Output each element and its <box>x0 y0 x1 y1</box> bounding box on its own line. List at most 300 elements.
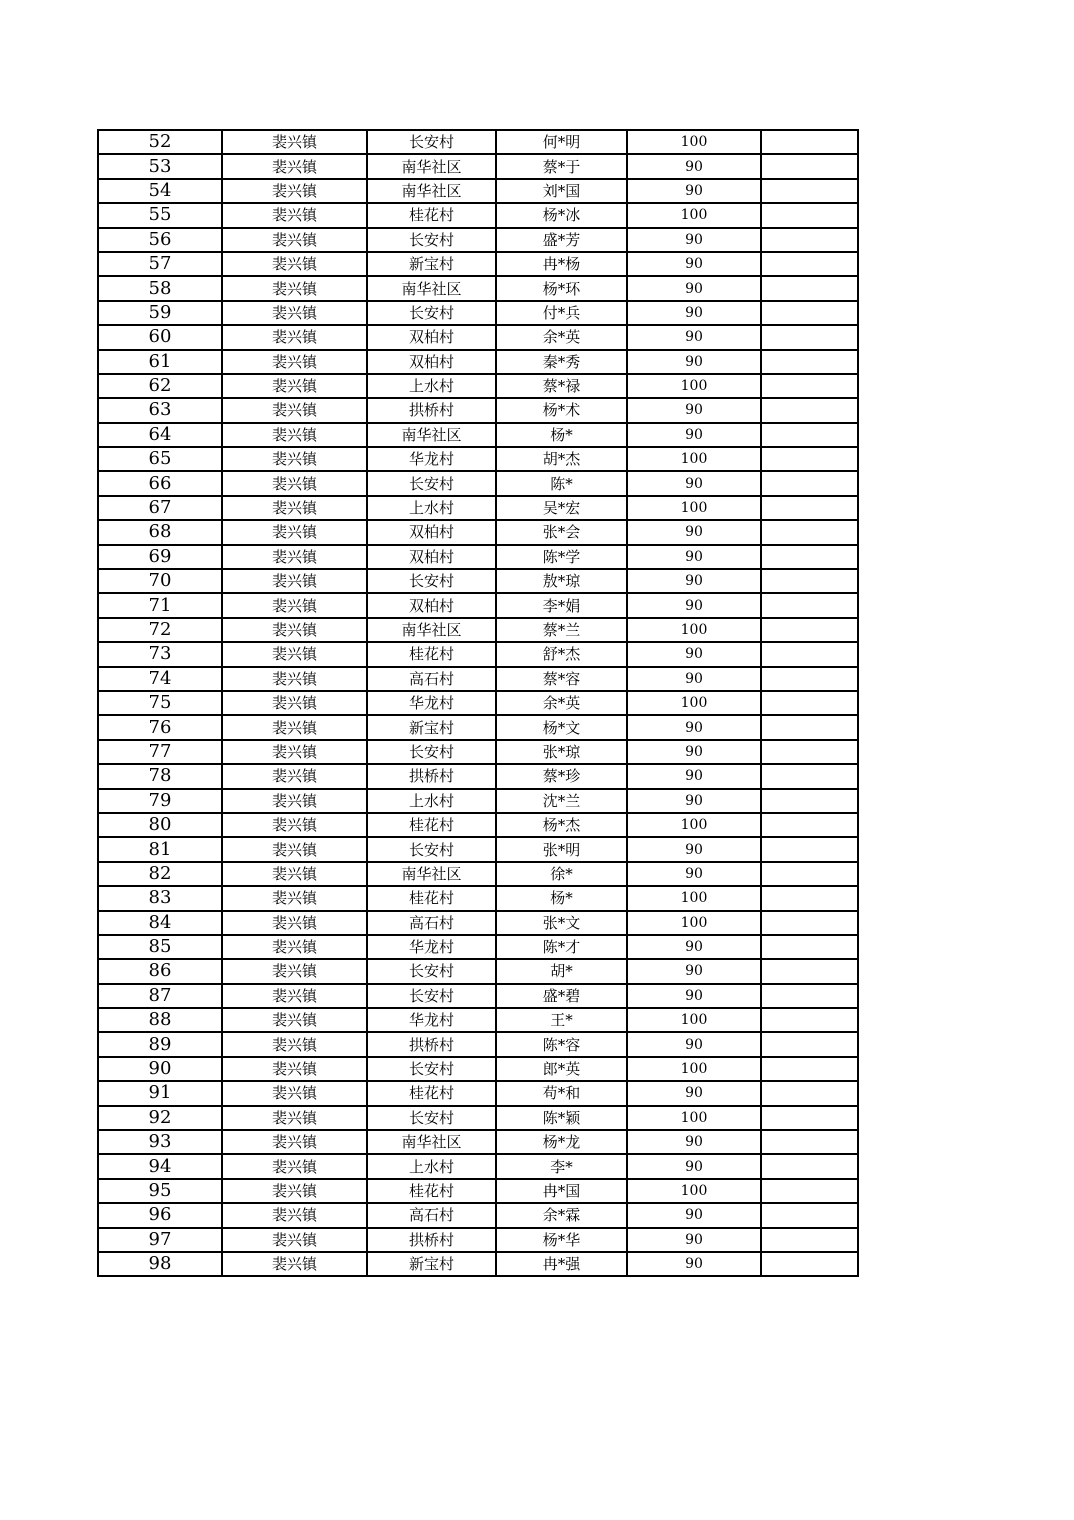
person-name-cell: 张*明 <box>496 837 627 861</box>
row-number-cell: 97 <box>98 1228 222 1252</box>
town-cell: 裴兴镇 <box>222 618 367 642</box>
amount-cell: 90 <box>627 935 761 959</box>
town-cell: 裴兴镇 <box>222 301 367 325</box>
amount-cell: 90 <box>627 862 761 886</box>
table-row <box>98 862 858 886</box>
town-cell: 裴兴镇 <box>222 935 367 959</box>
row-number-cell: 85 <box>98 935 222 959</box>
town-cell: 裴兴镇 <box>222 911 367 935</box>
village-cell: 高石村 <box>367 911 496 935</box>
note-cell <box>761 1057 858 1081</box>
person-name-cell: 李*娟 <box>496 593 627 617</box>
person-name-cell: 杨*文 <box>496 715 627 739</box>
table-row <box>98 1106 858 1130</box>
note-cell <box>761 252 858 276</box>
person-name-cell: 秦*秀 <box>496 350 627 374</box>
note-cell <box>761 1252 858 1276</box>
person-name-cell: 蔡*兰 <box>496 618 627 642</box>
table-row <box>98 252 858 276</box>
town-cell: 裴兴镇 <box>222 398 367 422</box>
village-cell: 长安村 <box>367 959 496 983</box>
village-cell: 上水村 <box>367 1154 496 1178</box>
amount-cell: 90 <box>627 740 761 764</box>
note-cell <box>761 276 858 300</box>
town-cell: 裴兴镇 <box>222 813 367 837</box>
town-cell: 裴兴镇 <box>222 228 367 252</box>
amount-cell: 90 <box>627 228 761 252</box>
row-number-cell: 62 <box>98 374 222 398</box>
row-number-cell: 81 <box>98 837 222 861</box>
table-row <box>98 398 858 422</box>
note-cell <box>761 1032 858 1056</box>
village-cell: 长安村 <box>367 471 496 495</box>
note-cell <box>761 520 858 544</box>
amount-cell: 90 <box>627 423 761 447</box>
table-row <box>98 545 858 569</box>
person-name-cell: 杨*杰 <box>496 813 627 837</box>
amount-cell: 90 <box>627 1252 761 1276</box>
village-cell: 华龙村 <box>367 935 496 959</box>
row-number-cell: 89 <box>98 1032 222 1056</box>
amount-cell: 100 <box>627 691 761 715</box>
note-cell <box>761 545 858 569</box>
amount-cell: 90 <box>627 1081 761 1105</box>
village-cell: 上水村 <box>367 496 496 520</box>
town-cell: 裴兴镇 <box>222 1057 367 1081</box>
amount-cell: 100 <box>627 1179 761 1203</box>
amount-cell: 90 <box>627 301 761 325</box>
person-name-cell: 盛*碧 <box>496 984 627 1008</box>
note-cell <box>761 1130 858 1154</box>
amount-cell: 90 <box>627 325 761 349</box>
person-name-cell: 陈* <box>496 471 627 495</box>
amount-cell: 100 <box>627 447 761 471</box>
person-name-cell: 杨* <box>496 423 627 447</box>
person-name-cell: 冉*杨 <box>496 252 627 276</box>
table-row <box>98 1203 858 1227</box>
person-name-cell: 付*兵 <box>496 301 627 325</box>
table-row <box>98 642 858 666</box>
table-row <box>98 1008 858 1032</box>
table-row <box>98 789 858 813</box>
note-cell <box>761 179 858 203</box>
table-row <box>98 423 858 447</box>
row-number-cell: 57 <box>98 252 222 276</box>
amount-cell: 100 <box>627 618 761 642</box>
village-cell: 双柏村 <box>367 545 496 569</box>
person-name-cell: 余*英 <box>496 691 627 715</box>
row-number-cell: 93 <box>98 1130 222 1154</box>
table-row <box>98 447 858 471</box>
row-number-cell: 86 <box>98 959 222 983</box>
town-cell: 裴兴镇 <box>222 715 367 739</box>
amount-cell: 90 <box>627 1154 761 1178</box>
amount-cell: 90 <box>627 179 761 203</box>
town-cell: 裴兴镇 <box>222 642 367 666</box>
amount-cell: 100 <box>627 130 761 154</box>
table-row <box>98 228 858 252</box>
note-cell <box>761 593 858 617</box>
town-cell: 裴兴镇 <box>222 691 367 715</box>
amount-cell: 100 <box>627 813 761 837</box>
town-cell: 裴兴镇 <box>222 1106 367 1130</box>
note-cell <box>761 837 858 861</box>
town-cell: 裴兴镇 <box>222 130 367 154</box>
note-cell <box>761 959 858 983</box>
amount-cell: 90 <box>627 1130 761 1154</box>
table-row <box>98 301 858 325</box>
row-number-cell: 67 <box>98 496 222 520</box>
table-row <box>98 959 858 983</box>
village-cell: 拱桥村 <box>367 764 496 788</box>
village-cell: 拱桥村 <box>367 1032 496 1056</box>
person-name-cell: 杨*环 <box>496 276 627 300</box>
village-cell: 高石村 <box>367 1203 496 1227</box>
town-cell: 裴兴镇 <box>222 886 367 910</box>
village-cell: 长安村 <box>367 569 496 593</box>
person-name-cell: 蔡*于 <box>496 154 627 178</box>
row-number-cell: 52 <box>98 130 222 154</box>
note-cell <box>761 667 858 691</box>
town-cell: 裴兴镇 <box>222 545 367 569</box>
amount-cell: 90 <box>627 984 761 1008</box>
table-row <box>98 374 858 398</box>
table-row <box>98 1252 858 1276</box>
person-name-cell: 苟*和 <box>496 1081 627 1105</box>
row-number-cell: 87 <box>98 984 222 1008</box>
table-row <box>98 984 858 1008</box>
village-cell: 长安村 <box>367 1057 496 1081</box>
village-cell: 南华社区 <box>367 276 496 300</box>
town-cell: 裴兴镇 <box>222 740 367 764</box>
town-cell: 裴兴镇 <box>222 1228 367 1252</box>
person-name-cell: 陈*才 <box>496 935 627 959</box>
table-row <box>98 130 858 154</box>
amount-cell: 90 <box>627 252 761 276</box>
row-number-cell: 95 <box>98 1179 222 1203</box>
row-number-cell: 58 <box>98 276 222 300</box>
town-cell: 裴兴镇 <box>222 423 367 447</box>
town-cell: 裴兴镇 <box>222 1203 367 1227</box>
note-cell <box>761 642 858 666</box>
table-row <box>98 715 858 739</box>
person-name-cell: 杨*华 <box>496 1228 627 1252</box>
amount-cell: 90 <box>627 520 761 544</box>
table-row <box>98 569 858 593</box>
person-name-cell: 沈*兰 <box>496 789 627 813</box>
note-cell <box>761 715 858 739</box>
village-cell: 南华社区 <box>367 179 496 203</box>
note-cell <box>761 984 858 1008</box>
row-number-cell: 59 <box>98 301 222 325</box>
person-name-cell: 李* <box>496 1154 627 1178</box>
row-number-cell: 61 <box>98 350 222 374</box>
table-row <box>98 813 858 837</box>
note-cell <box>761 862 858 886</box>
town-cell: 裴兴镇 <box>222 1032 367 1056</box>
town-cell: 裴兴镇 <box>222 1130 367 1154</box>
row-number-cell: 64 <box>98 423 222 447</box>
row-number-cell: 88 <box>98 1008 222 1032</box>
person-name-cell: 胡* <box>496 959 627 983</box>
table-row <box>98 1081 858 1105</box>
amount-cell: 90 <box>627 667 761 691</box>
person-name-cell: 张*会 <box>496 520 627 544</box>
row-number-cell: 66 <box>98 471 222 495</box>
town-cell: 裴兴镇 <box>222 1008 367 1032</box>
table-row <box>98 350 858 374</box>
table-row <box>98 935 858 959</box>
table-row <box>98 886 858 910</box>
village-cell: 桂花村 <box>367 813 496 837</box>
town-cell: 裴兴镇 <box>222 764 367 788</box>
table-row <box>98 1032 858 1056</box>
table-row <box>98 276 858 300</box>
village-cell: 新宝村 <box>367 252 496 276</box>
table-row <box>98 740 858 764</box>
row-number-cell: 70 <box>98 569 222 593</box>
note-cell <box>761 325 858 349</box>
town-cell: 裴兴镇 <box>222 837 367 861</box>
town-cell: 裴兴镇 <box>222 862 367 886</box>
person-name-cell: 杨*术 <box>496 398 627 422</box>
town-cell: 裴兴镇 <box>222 203 367 227</box>
note-cell <box>761 789 858 813</box>
amount-cell: 100 <box>627 1008 761 1032</box>
person-name-cell: 余*英 <box>496 325 627 349</box>
village-cell: 南华社区 <box>367 1130 496 1154</box>
person-name-cell: 何*明 <box>496 130 627 154</box>
amount-cell: 100 <box>627 1106 761 1130</box>
village-cell: 双柏村 <box>367 325 496 349</box>
table-row <box>98 618 858 642</box>
table-row <box>98 837 858 861</box>
town-cell: 裴兴镇 <box>222 496 367 520</box>
village-cell: 新宝村 <box>367 715 496 739</box>
row-number-cell: 68 <box>98 520 222 544</box>
note-cell <box>761 301 858 325</box>
village-cell: 长安村 <box>367 130 496 154</box>
amount-cell: 90 <box>627 398 761 422</box>
row-number-cell: 71 <box>98 593 222 617</box>
person-name-cell: 杨*冰 <box>496 203 627 227</box>
town-cell: 裴兴镇 <box>222 276 367 300</box>
village-cell: 桂花村 <box>367 886 496 910</box>
table-row <box>98 471 858 495</box>
row-number-cell: 53 <box>98 154 222 178</box>
row-number-cell: 73 <box>98 642 222 666</box>
town-cell: 裴兴镇 <box>222 471 367 495</box>
table-row <box>98 325 858 349</box>
village-cell: 上水村 <box>367 789 496 813</box>
row-number-cell: 74 <box>98 667 222 691</box>
row-number-cell: 98 <box>98 1252 222 1276</box>
person-name-cell: 敖*琼 <box>496 569 627 593</box>
note-cell <box>761 350 858 374</box>
amount-cell: 100 <box>627 911 761 935</box>
note-cell <box>761 203 858 227</box>
person-name-cell: 吴*宏 <box>496 496 627 520</box>
row-number-cell: 82 <box>98 862 222 886</box>
amount-cell: 90 <box>627 471 761 495</box>
town-cell: 裴兴镇 <box>222 1252 367 1276</box>
row-number-cell: 90 <box>98 1057 222 1081</box>
amount-cell: 90 <box>627 764 761 788</box>
person-name-cell: 徐* <box>496 862 627 886</box>
note-cell <box>761 1179 858 1203</box>
amount-cell: 100 <box>627 374 761 398</box>
note-cell <box>761 228 858 252</box>
village-cell: 桂花村 <box>367 203 496 227</box>
row-number-cell: 65 <box>98 447 222 471</box>
row-number-cell: 84 <box>98 911 222 935</box>
town-cell: 裴兴镇 <box>222 959 367 983</box>
village-cell: 拱桥村 <box>367 398 496 422</box>
town-cell: 裴兴镇 <box>222 569 367 593</box>
table-row <box>98 1130 858 1154</box>
table-row <box>98 154 858 178</box>
note-cell <box>761 1154 858 1178</box>
village-cell: 桂花村 <box>367 1081 496 1105</box>
town-cell: 裴兴镇 <box>222 374 367 398</box>
person-name-cell: 陈*容 <box>496 1032 627 1056</box>
table-row <box>98 496 858 520</box>
row-number-cell: 96 <box>98 1203 222 1227</box>
note-cell <box>761 1106 858 1130</box>
village-cell: 长安村 <box>367 228 496 252</box>
amount-cell: 90 <box>627 593 761 617</box>
table-row <box>98 1154 858 1178</box>
row-number-cell: 56 <box>98 228 222 252</box>
note-cell <box>761 813 858 837</box>
village-cell: 华龙村 <box>367 1008 496 1032</box>
amount-cell: 90 <box>627 642 761 666</box>
town-cell: 裴兴镇 <box>222 984 367 1008</box>
village-cell: 长安村 <box>367 301 496 325</box>
amount-cell: 100 <box>627 1057 761 1081</box>
village-cell: 南华社区 <box>367 154 496 178</box>
village-cell: 桂花村 <box>367 1179 496 1203</box>
row-number-cell: 80 <box>98 813 222 837</box>
amount-cell: 90 <box>627 545 761 569</box>
person-name-cell: 王* <box>496 1008 627 1032</box>
town-cell: 裴兴镇 <box>222 447 367 471</box>
row-number-cell: 69 <box>98 545 222 569</box>
table-row <box>98 593 858 617</box>
village-cell: 双柏村 <box>367 593 496 617</box>
row-number-cell: 72 <box>98 618 222 642</box>
note-cell <box>761 740 858 764</box>
row-number-cell: 77 <box>98 740 222 764</box>
table-row <box>98 1057 858 1081</box>
village-cell: 华龙村 <box>367 447 496 471</box>
person-name-cell: 陈*学 <box>496 545 627 569</box>
row-number-cell: 75 <box>98 691 222 715</box>
note-cell <box>761 1228 858 1252</box>
town-cell: 裴兴镇 <box>222 350 367 374</box>
town-cell: 裴兴镇 <box>222 1179 367 1203</box>
amount-cell: 90 <box>627 1032 761 1056</box>
table-row <box>98 667 858 691</box>
town-cell: 裴兴镇 <box>222 593 367 617</box>
note-cell <box>761 130 858 154</box>
table-body <box>98 130 858 1276</box>
amount-cell: 90 <box>627 154 761 178</box>
note-cell <box>761 398 858 422</box>
amount-cell: 90 <box>627 959 761 983</box>
person-name-cell: 张*琼 <box>496 740 627 764</box>
village-cell: 长安村 <box>367 837 496 861</box>
note-cell <box>761 764 858 788</box>
person-name-cell: 蔡*容 <box>496 667 627 691</box>
amount-cell: 100 <box>627 886 761 910</box>
row-number-cell: 91 <box>98 1081 222 1105</box>
amount-cell: 90 <box>627 569 761 593</box>
town-cell: 裴兴镇 <box>222 154 367 178</box>
table-row <box>98 911 858 935</box>
village-cell: 双柏村 <box>367 350 496 374</box>
village-cell: 新宝村 <box>367 1252 496 1276</box>
person-name-cell: 郎*英 <box>496 1057 627 1081</box>
person-name-cell: 舒*杰 <box>496 642 627 666</box>
person-name-cell: 杨*龙 <box>496 1130 627 1154</box>
person-name-cell: 陈*颖 <box>496 1106 627 1130</box>
town-cell: 裴兴镇 <box>222 1154 367 1178</box>
person-name-cell: 盛*芳 <box>496 228 627 252</box>
village-cell: 南华社区 <box>367 618 496 642</box>
table-row <box>98 203 858 227</box>
table-row <box>98 520 858 544</box>
amount-cell: 90 <box>627 1203 761 1227</box>
note-cell <box>761 935 858 959</box>
amount-cell: 90 <box>627 276 761 300</box>
row-number-cell: 78 <box>98 764 222 788</box>
amount-cell: 90 <box>627 1228 761 1252</box>
data-table <box>97 129 859 1277</box>
table-row <box>98 764 858 788</box>
village-cell: 长安村 <box>367 740 496 764</box>
amount-cell: 90 <box>627 789 761 813</box>
note-cell <box>761 1081 858 1105</box>
town-cell: 裴兴镇 <box>222 667 367 691</box>
town-cell: 裴兴镇 <box>222 252 367 276</box>
person-name-cell: 蔡*珍 <box>496 764 627 788</box>
row-number-cell: 60 <box>98 325 222 349</box>
village-cell: 双柏村 <box>367 520 496 544</box>
person-name-cell: 杨* <box>496 886 627 910</box>
village-cell: 桂花村 <box>367 642 496 666</box>
person-name-cell: 刘*国 <box>496 179 627 203</box>
note-cell <box>761 886 858 910</box>
note-cell <box>761 569 858 593</box>
note-cell <box>761 1203 858 1227</box>
town-cell: 裴兴镇 <box>222 789 367 813</box>
village-cell: 高石村 <box>367 667 496 691</box>
note-cell <box>761 374 858 398</box>
amount-cell: 90 <box>627 350 761 374</box>
table-row <box>98 691 858 715</box>
row-number-cell: 76 <box>98 715 222 739</box>
table-row <box>98 1179 858 1203</box>
note-cell <box>761 618 858 642</box>
person-name-cell: 余*霖 <box>496 1203 627 1227</box>
note-cell <box>761 691 858 715</box>
row-number-cell: 55 <box>98 203 222 227</box>
person-name-cell: 胡*杰 <box>496 447 627 471</box>
row-number-cell: 54 <box>98 179 222 203</box>
note-cell <box>761 447 858 471</box>
village-cell: 拱桥村 <box>367 1228 496 1252</box>
